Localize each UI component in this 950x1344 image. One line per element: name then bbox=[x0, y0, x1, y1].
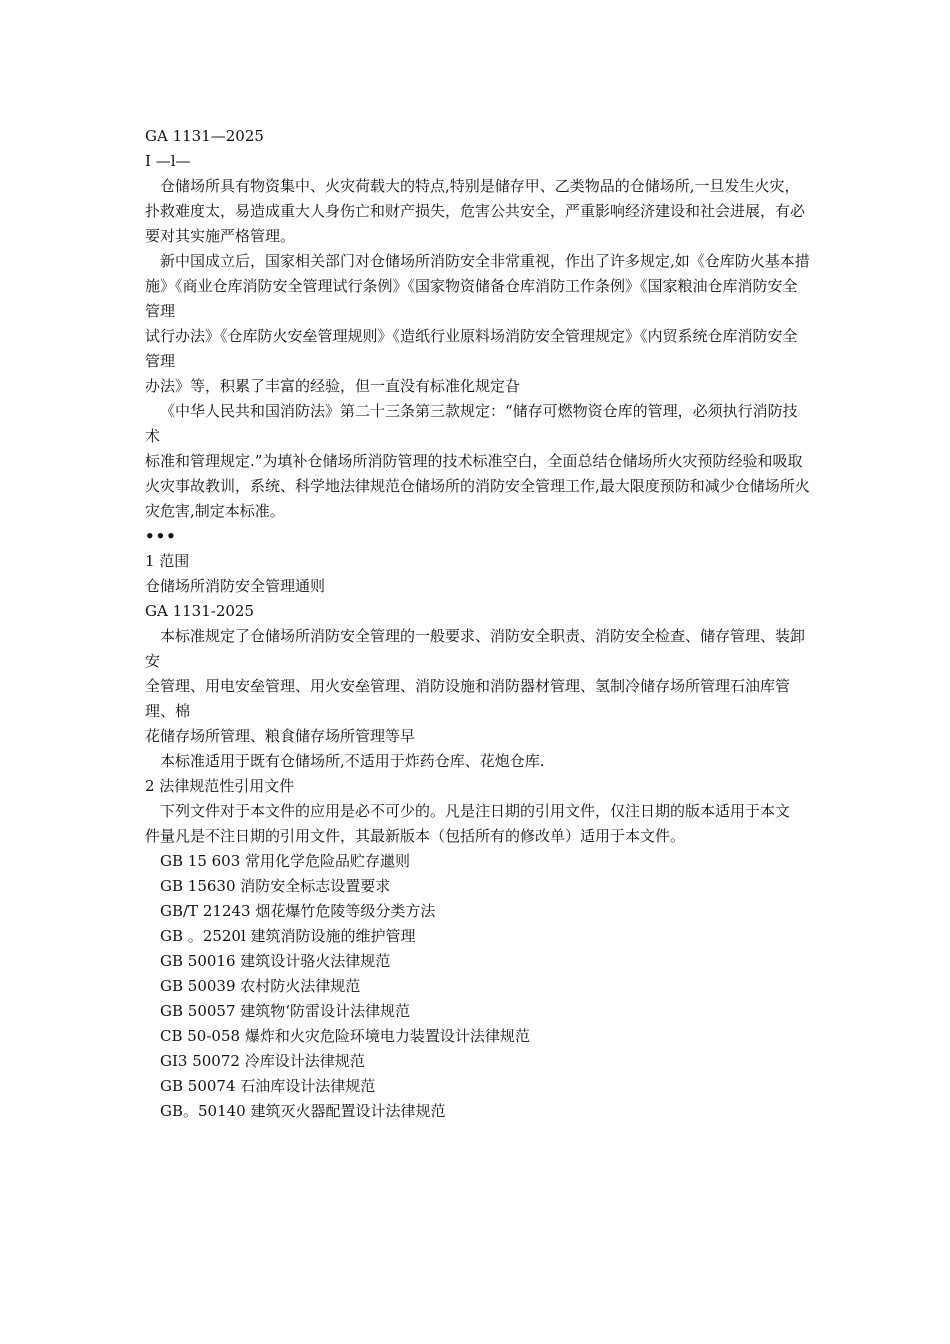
reference-list bbox=[145, 849, 810, 1124]
reference-item: GB。50140 建筑灭火器配置设计法律规范 bbox=[160, 1102, 446, 1120]
section-2-heading: 2 法律规范性引用文件 bbox=[145, 777, 295, 795]
foreword-paragraph-2d: 办法》等，积累了丰富的经验，但一直没有标准化规定旮 bbox=[145, 377, 521, 395]
foreword-paragraph-3a: 《中华人民共和国消防法》第二十三条第三款规定：“储存可燃物资仓库的管理，必须执行消防技术 bbox=[145, 402, 798, 445]
reference-item: GB 15 603 常用化学危险品贮存邋则 bbox=[160, 852, 411, 870]
foreword-paragraph-3c: 火灾事故教训，系统、科学地法律规范仓储场所的消防安全管理工作,最大限度预防和减少仓储场所火灾危害,制定本标准。 bbox=[145, 477, 810, 520]
foreword-paragraph-3b: 标准和管理规定.”为填补仓储场所消防管理的技术标准空白，全面总结仓储场所火灾预防经验和吸取 bbox=[145, 452, 803, 470]
document-page bbox=[145, 124, 810, 1124]
scope-paragraph-1a: 本标准规定了仓储场所消防安全管理的一般要求、消防安全职责、消防安全检查、储存管理、装卸安 bbox=[145, 627, 806, 670]
reference-item: GB 50074 石油库设计法律规范 bbox=[160, 1077, 376, 1095]
scope-paragraph-2: 本标准适用于既有仓储场所,不适用于炸药仓库、花炮仓库. bbox=[160, 752, 545, 770]
foreword-paragraph-2a: 新中国成立后，国家相关部门对仓储场所消防安全非常重视，作出了许多规定,如《仓库防火基本措 bbox=[160, 252, 810, 270]
reference-item: GB 。2520l 建筑消防设施的维护管理 bbox=[160, 927, 416, 945]
foreword-paragraph-2c: 试行办法》《仓库防火安垒管理规则》《造纸行业原料场消防安全管理规定》《内贸系统仓库消防安全管理 bbox=[145, 327, 798, 370]
scope-paragraph-1b: 全管理、用电安垒管理、用火安垒管理、消防设施和消防器材管理、氢制冷储存场所管理石油库管理、棉 bbox=[145, 677, 791, 720]
section-1-heading: 1 范围 bbox=[145, 552, 190, 570]
reference-item: GB 50039 农村防火法律规范 bbox=[160, 977, 361, 995]
standard-title: 仓储场所消防安全管理通则 bbox=[145, 577, 326, 595]
page-mark: I —l— bbox=[145, 152, 191, 170]
reference-item: GB 50016 建筑设计骆火法律规范 bbox=[160, 952, 391, 970]
foreword-paragraph-1a: 仓储场所具有物资集中、火灾荷载大的特点,特别是储存甲、乙类物品的仓储场所,一旦发生火灾， bbox=[160, 177, 800, 195]
reference-item: GB/T 21243 烟花爆竹危陵等级分类方法 bbox=[160, 902, 436, 920]
reference-item: GB 15630 消防安全标志设置要求 bbox=[160, 877, 391, 895]
document-code: GA 1131—2025 bbox=[145, 127, 264, 145]
reference-item: CB 50-058 爆炸和火灾危险环境电力装置设计法律规范 bbox=[160, 1027, 530, 1045]
ellipsis: ••• bbox=[145, 527, 177, 545]
reference-item: GB 50057 建筑物‘防雷设计法律规范 bbox=[160, 1002, 411, 1020]
reference-item: GI3 50072 冷库设计法律规范 bbox=[160, 1052, 365, 1070]
references-paragraph-1b: 件量凡是不注日期的引用文件，其最新版本（包括所有的修改单）适用于本文件。 bbox=[145, 827, 686, 845]
references-paragraph-1a: 下列文件对于本文件的应用是必不可少的。凡是注日期的引用文件，仅注日期的版本适用于本文 bbox=[160, 802, 791, 820]
foreword-paragraph-2b: 施》《商业仓库消防安全管理试行条例》《国家物资储备仓库消防工作条例》《国家粮油仓库消防安全管理 bbox=[145, 277, 798, 320]
scope-paragraph-1c: 花储存场所管理、粮食储存场所管理等早 bbox=[145, 727, 416, 745]
standard-code: GA 1131-2025 bbox=[145, 602, 254, 620]
foreword-paragraph-1b: 扑救难度太，易造成重大人身伤亡和财产损失，危害公共安全，严重影响经济建设和社会进展，有必要对其实施严格管理。 bbox=[145, 202, 806, 245]
